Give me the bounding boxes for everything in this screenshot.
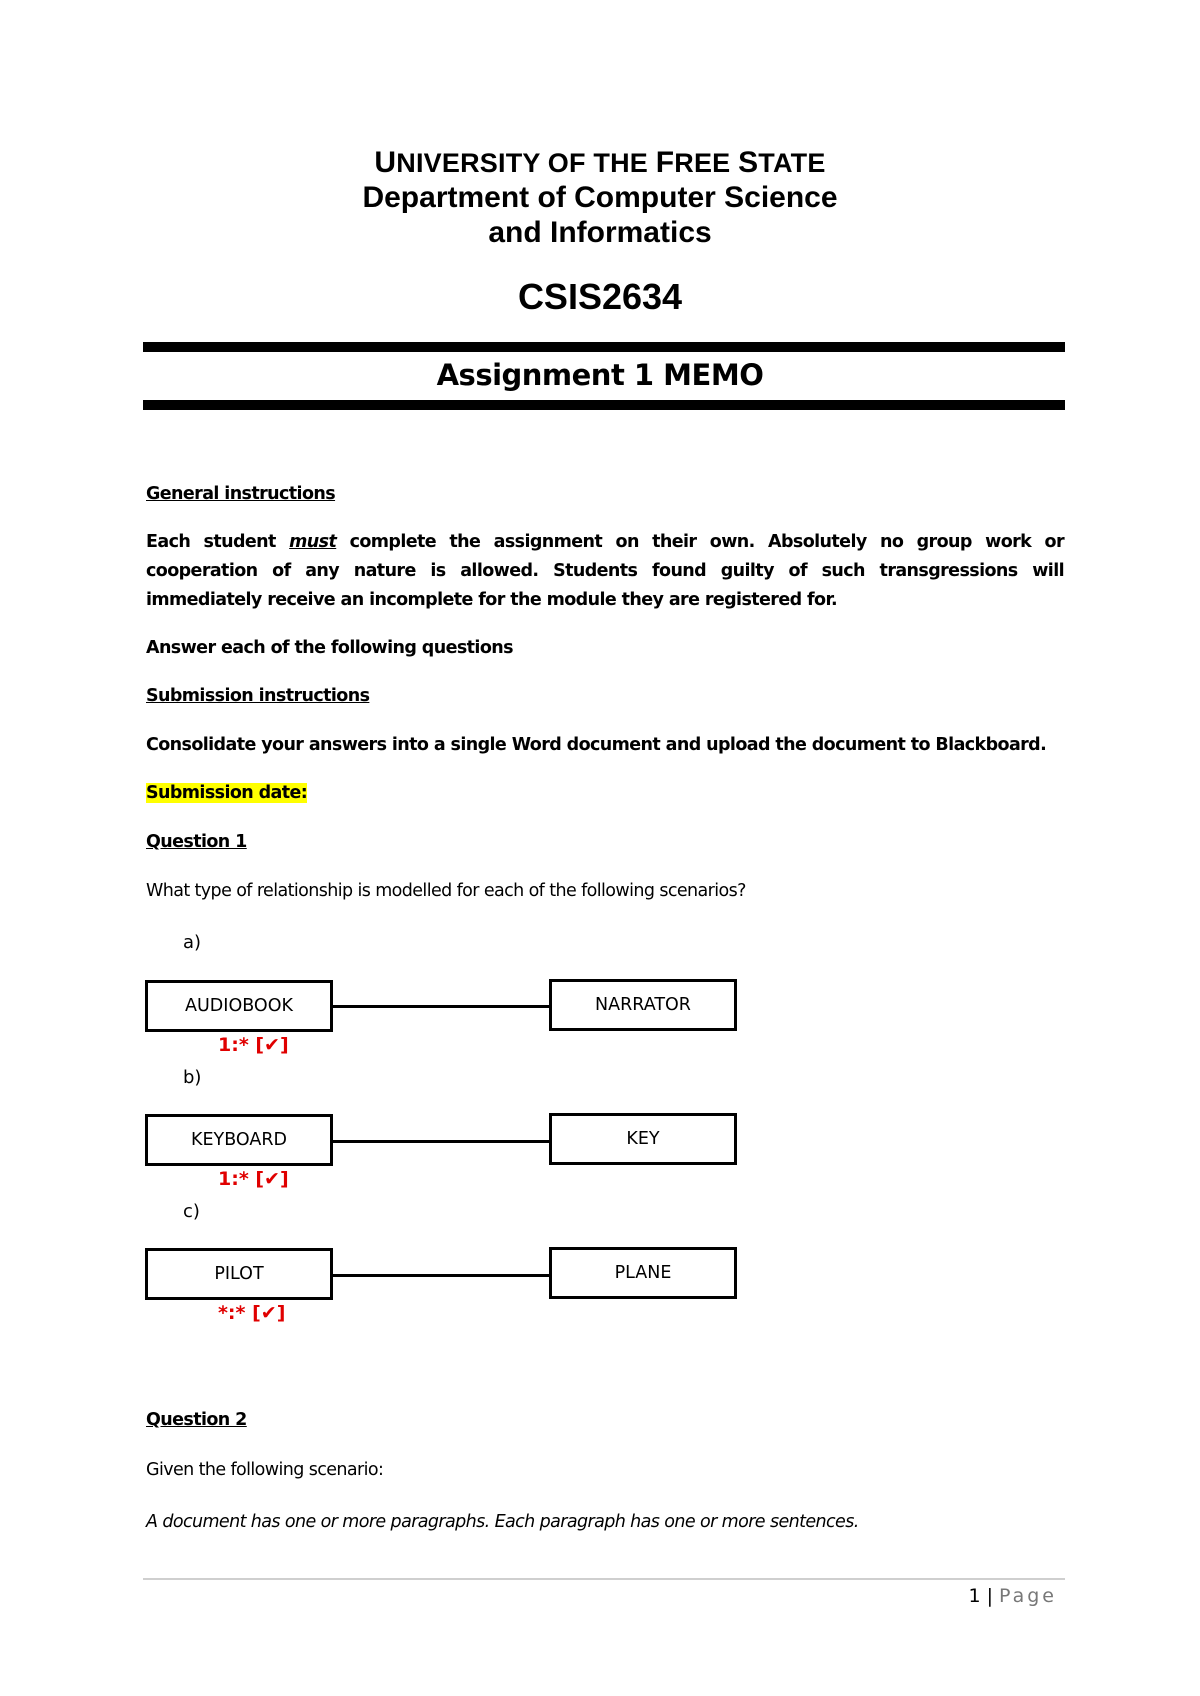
question-1-heading: Question 1 [146, 832, 247, 852]
question-1-prompt: What type of relationship is modelled for each of the following scenarios? [146, 881, 746, 901]
scenario-b-label: b) [183, 1067, 202, 1088]
question-2-prompt: Given the following scenario: [146, 1460, 384, 1480]
general-instructions-heading: General instructions [146, 484, 336, 504]
footer-divider [143, 1578, 1065, 1580]
footer-separator: | [986, 1585, 993, 1607]
answer-a-multiplicity: 1:* [✔] [218, 1034, 289, 1056]
entity-audiobook: AUDIOBOOK [145, 980, 333, 1032]
answer-c-multiplicity: *:* [✔] [218, 1302, 286, 1324]
answer-b-multiplicity: 1:* [✔] [218, 1168, 289, 1190]
page-footer [969, 1585, 1058, 1607]
submission-date-label: Submission date: [146, 783, 308, 803]
question-2-scenario: A document has one or more paragraphs. Each paragraph has one or more sentences. [146, 1512, 859, 1532]
title-rule-top [143, 342, 1065, 352]
department-name: Department of Computer Science and Informatics [362, 181, 838, 249]
course-code: CSIS2634 [517, 276, 683, 317]
general-instructions-paragraph: Each student must complete the assignment on their own. Absolutely no group work or cooperation of any nature is allowed. Students found guilty of such transgressions will immediately receive an incomplete for the module they are registered for. [146, 532, 1064, 610]
university-name: UNIVERSITY OF THE FREE STATE [374, 146, 826, 179]
page-label: Page [999, 1585, 1057, 1607]
submission-instructions-text: Consolidate your answers into a single Word document and upload the document to Blackboard. [146, 735, 1047, 755]
scenario-c-label: c) [183, 1201, 200, 1222]
page-number: 1 [968, 1585, 981, 1607]
entity-pilot: PILOT [145, 1248, 333, 1300]
question-2-heading: Question 2 [146, 1410, 247, 1430]
entity-plane: PLANE [549, 1247, 737, 1299]
entity-key: KEY [549, 1113, 737, 1165]
title-rule-bottom [143, 400, 1065, 410]
relationship-line-a [333, 1005, 549, 1008]
relationship-line-c [333, 1274, 549, 1277]
relationship-line-b [333, 1140, 549, 1143]
document-title: Assignment 1 MEMO [436, 358, 764, 392]
answer-instruction: Answer each of the following questions [146, 638, 513, 658]
entity-narrator: NARRATOR [549, 979, 737, 1031]
entity-keyboard: KEYBOARD [145, 1114, 333, 1166]
scenario-a-label: a) [183, 932, 202, 953]
submission-instructions-heading: Submission instructions [146, 686, 370, 706]
